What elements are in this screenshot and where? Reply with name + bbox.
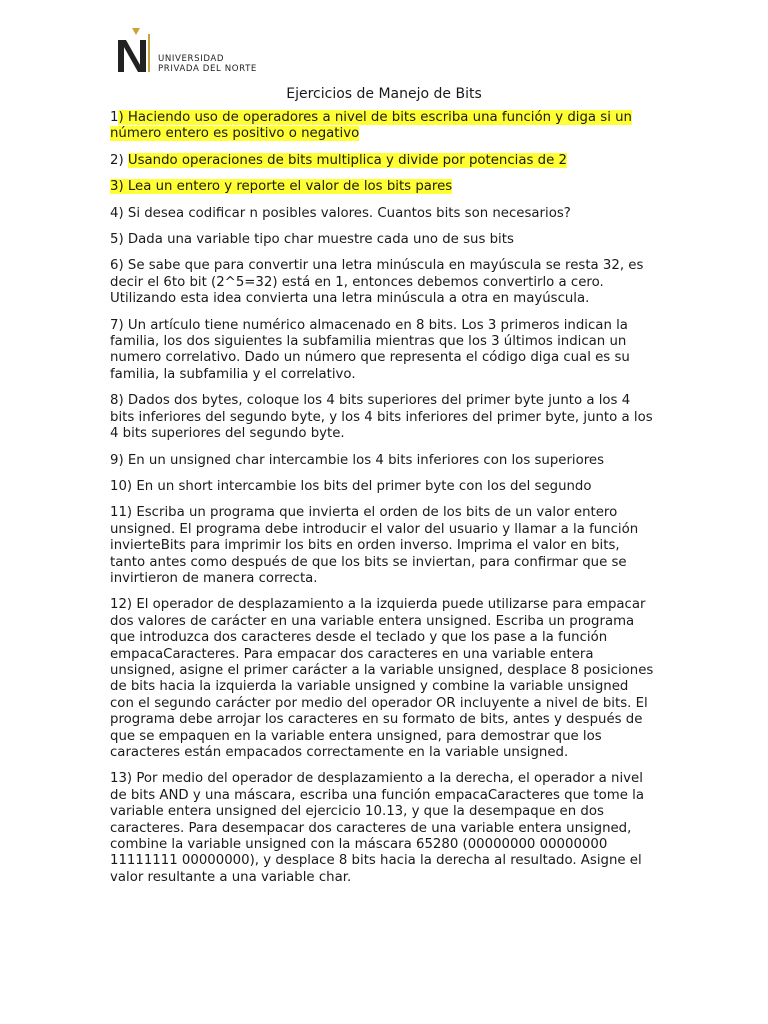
exercise-item [110,505,655,587]
item-text: 12) El operador de desplazamiento a la izquierda puede utilizarse para empacar dos valores de carácter en una variable entera unsigned. Escriba un programa que introduzca dos caracteres desde el teclado y que los pase a la función empacaCaracteres. Para empacar dos caracteres en una variable entera unsigned, asigne el primer carácter a la variable unsigned, desplace 8 posiciones de bits hacia la izquierda la variable unsigned y combine la variable unsigned con el segundo carácter por medio del operador OR incluyente a nivel de bits. El programa debe arrojar los caracteres en su formato de bits, antes y después de que se empaquen en la variable entera unsigned, para demostrar que los caracteres están empacados correctamente en la variable unsigned. [110,597,654,760]
item-text: 5) Dada una variable tipo char muestre cada uno de sus bits [110,232,514,248]
item-text: 6) Se sabe que para convertir una letra minúscula en mayúscula se resta 32, es decir el 6to bit (2^5=32) está en 1, entonces debemos convertirlo a cero. Utilizando esta idea convierta una letra minúscula a otra en mayúscula. [110,258,644,307]
exercise-item [110,232,655,248]
exercise-list [110,110,655,896]
exercise-item [110,258,655,307]
exercise-item [110,453,655,469]
logo-n-icon [112,26,156,78]
item-text: 13) Por medio del operador de desplazamiento a la derecha, el operador a nivel de bits AND y una máscara, escriba una función empacaCaracteres que tome la variable entera unsigned del ejercicio 10.13, y que la desempaque en dos caracteres. Para desempacar dos caracteres de una variable entera unsigned, combine la variable unsigned con la máscara 65280 (00000000 00000000 11111111 00000000), y desplace 8 bits hacia la derecha al resultado. Asigne el valor resultante a una variable char. [110,771,644,885]
exercise-item [110,393,655,442]
item-text: 8) Dados dos bytes, coloque los 4 bits superiores del primer byte junto a los 4 bits inferiores del segundo byte, y los 4 bits inferiores del primer byte, junto a los 4 bits superiores del segundo byte. [110,393,653,442]
item-text: 11) Escriba un programa que invierta el orden de los bits de un valor entero unsigned. El programa debe introducir el valor del usuario y llamar a la función invierteBits para imprimir los bits en orden inverso. Imprima el valor en bits, tanto antes como después de que los bits se inviertan, para confirmar que se invirtieron de manera correcta. [110,505,639,586]
exercise-item [110,206,655,222]
exercise-item [110,597,655,761]
item-text: 4) Si desea codificar n posibles valores. Cuantos bits son necesarios? [110,205,571,221]
item-prefix: 2) [110,152,128,168]
exercise-item [110,771,655,886]
item-text: 10) En un short intercambie los bits del primer byte con los del segundo [110,478,592,494]
logo-line2: PRIVADA DEL NORTE [158,64,257,74]
highlighted-text: ) Haciendo uso de operadores a nivel de bits escriba una función y diga si un número entero es positivo o negativo [110,110,632,142]
exercise-item [110,179,655,195]
logo-line1: UNIVERSIDAD [158,54,225,64]
item-prefix: 1 [110,110,119,125]
exercise-item [110,153,655,169]
highlighted-text: 3) Lea un entero y reporte el valor de los bits pares [110,179,453,195]
item-text: 7) Un artículo tiene numérico almacenado en 8 bits. Los 3 primeros indican la familia, los dos siguientes la subfamilia mientras que los 3 últimos indican un numero correlativo. Dado un número que representa el código diga cual es su familia, la subfamilia y el correlativo. [110,317,630,382]
logo-text [158,54,257,74]
highlighted-text: Usando operaciones de bits multiplica y divide por potencias de 2 [127,152,567,168]
exercise-item [110,479,655,495]
item-text: 9) En un unsigned char intercambie los 4 bits inferiores con los superiores [110,452,605,468]
university-logo [112,26,272,78]
exercise-item [110,318,655,384]
exercise-item [110,110,655,143]
page-title: Ejercicios de Manejo de Bits [286,86,482,102]
